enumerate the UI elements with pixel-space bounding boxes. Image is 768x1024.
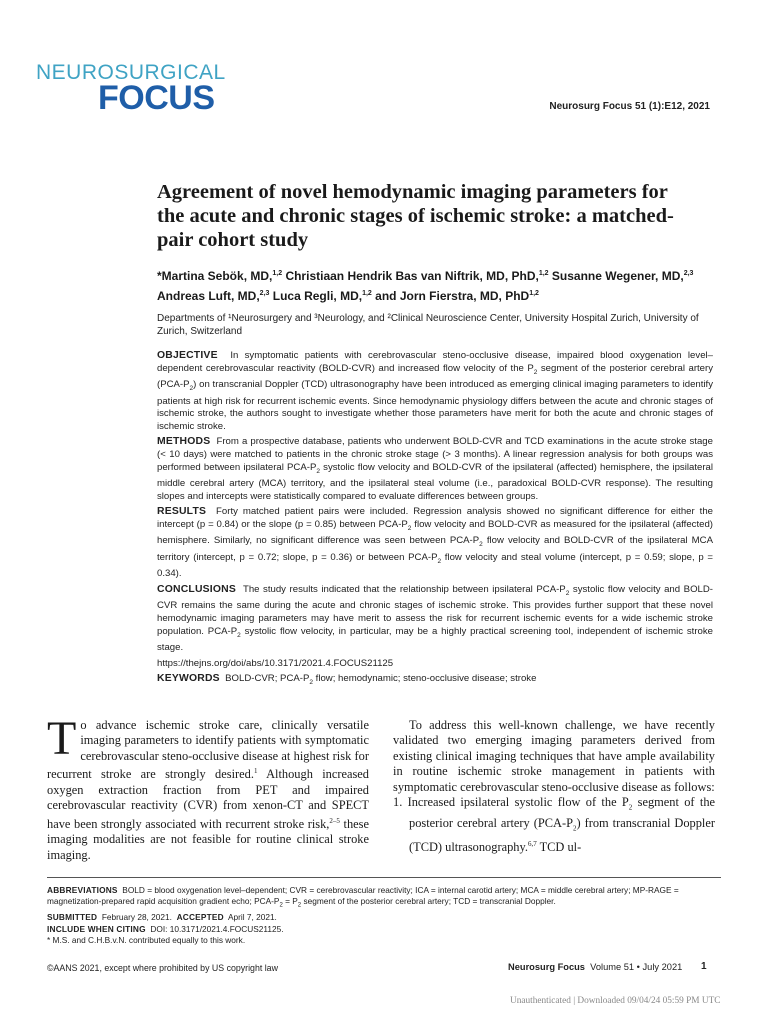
author: Susanne Wegener, MD,$^{2,3}$ xyxy=(551,269,694,283)
submission-dates: SUBMITTED February 28, 2021. ACCEPTED April 7, 2021. xyxy=(47,912,277,923)
abstract-keywords: KEYWORDS BOLD-CVR; PCA-$P_2$ flow; hemodynamic; steno-occlusive disease; stroke xyxy=(157,673,537,687)
author: Christiaan Hendrik Bas van Niftrik, MD, PhD,$^{1,2}$ xyxy=(285,269,549,283)
section-label: RESULTS xyxy=(157,506,207,518)
footer-journal-issue: Neurosurg Focus Volume 51 • July 2021 xyxy=(508,962,683,972)
section-label: CONCLUSIONS xyxy=(157,583,236,595)
abstract-conclusions: CONCLUSIONS The study results indicated that the relationship between ipsilateral PCA-$P_2$ systolic flow velocity and BOLD-CVR remains the same during the acute and chronic stages of ischemic stroke. This provides further support that these novel hemodynamic imaging parameters may have merit to assess the risk for recurrent ischemic events for a wide ischemic stroke population. PCA-$P_2$ systolic flow velocity, in particular, may be a highly practical screening tool, independent of ischemic stroke stage. xyxy=(157,583,714,654)
citation-doi: INCLUDE WHEN CITING DOI: 10.3171/2021.4.FOCUS21125. xyxy=(47,923,284,934)
section-label: OBJECTIVE xyxy=(157,350,218,361)
author: Luca Regli, MD,$^{1,2}$ xyxy=(272,289,372,303)
download-watermark: Unauthenticated | Downloaded 09/04/24 05:59 PM UTC xyxy=(510,996,721,1006)
body-paragraph: To address this well-known challenge, we have recently validated two emerging imaging parameters derived from existing clinical imaging techniques that have ample availability in routine ischemic stroke management in patients with symptomatic cerebrovascular steno-occlusive disease as follows: xyxy=(393,718,715,794)
article-title: Agreement of novel hemodynamic imaging parameters for the acute and chronic stages of ischemic stroke: a matched-pair cohort study xyxy=(157,181,674,251)
author: and Jorn Fierstra, MD, PhD$^{1,2}$ xyxy=(375,289,539,303)
abstract-objective: OBJECTIVE In symptomatic patients with cerebrovascular steno-occlusive disease, impaired blood oxygenation level–dependent cerebrovascular reactivity (BOLD-CVR) and increased flow velocity of the $P_2$ segment of the posterior cerebral artery $(PCA-P_2)$ on transcranial Doppler (TCD) ultrasonography have been introduced as emerging clinical imaging parameters to identify patients at high risk for recurrent ischemic events. Since hemodynamic physiology differs between the acute and chronic stages of ischemic stroke, the authors sought to investigate whether those parameters have merit for both the acute and chronic stages of ischemic stroke. xyxy=(157,350,714,432)
author: Andreas Luft, MD,$^{2,3}$ xyxy=(157,289,270,303)
body-column-right xyxy=(393,718,715,855)
copyright-notice: ©AANS 2021, except where prohibited by US copyright law xyxy=(47,963,278,973)
author-list xyxy=(157,265,717,305)
drop-cap: T xyxy=(47,712,77,765)
author: *Martina Sebök, MD,$^{1,2}$ xyxy=(157,269,283,283)
abstract xyxy=(157,350,713,693)
abbreviations: ABBREVIATIONS BOLD = blood oxygenation level–dependent; CVR = cerebrovascular reactivity; ICA = internal carotid artery; MCA = middle cerebral artery; MP-RAGE = magnetization-prepared rapid acquisition gradient echo; PCA-$P_2 = P_2$ segment of the posterior cerebral artery; TCD = transcranial Doppler. xyxy=(47,885,679,909)
affiliation: Departments of ¹Neurosurgery and ³Neurology, and ²Clinical Neuroscience Center, University Hospital Zurich, University of Zurich, Switzerland xyxy=(157,313,699,337)
body-paragraph: To advance ischemic stroke care, clinically versatile imaging parameters to identify patients with symptomatic cerebrovascular steno-occlusive disease at highest risk for recurrent stroke are strongly desired.$^1$ Although increased oxygen extraction fraction from PET and impaired cerebrovascular reactivity (CVR) from xenon-CT and SPECT have been strongly associated with recurrent stroke risk,$^{2-5}$ these imaging modalities are not feasible for routine clinical stroke imaging. xyxy=(47,712,370,862)
footnote-divider xyxy=(47,877,721,878)
section-label: KEYWORDS xyxy=(157,673,220,685)
page-number: 1 xyxy=(701,961,707,972)
equal-contribution-note: * M.S. and C.H.B.v.N. contributed equally to this work. xyxy=(47,934,246,945)
footnotes xyxy=(47,885,721,946)
list-item: 1. Increased ipsilateral systolic flow of the $P_2$ segment of the posterior cerebral artery $(PCA-P_2)$ from transcranial Doppler (TCD) ultrasonography.$^{6,7}$ TCD ul- xyxy=(393,795,716,854)
journal-logo-bottom: FOCUS xyxy=(98,79,215,117)
abstract-results: RESULTS Forty matched patient pairs were included. Regression analysis showed no significant difference for either the intercept (p = 0.84) or the slope (p = 0.85) between PCA-$P_2$ flow velocity and BOLD-CVR as measured for the ipsilateral (affected) hemisphere. Similarly, no significant difference was seen between PCA-$P_2$ flow velocity and BOLD-CVR of the ipsilateral MCA territory (intercept, p = 0.72; slope, p = 0.36) or between PCA-$P_2$ flow velocity and steal volume (intercept, p = 0.59; slope, p = 0.34). xyxy=(157,506,714,580)
section-label: METHODS xyxy=(157,436,211,448)
journal-logo-top: NEUROSURGICAL xyxy=(36,61,226,84)
journal-reference: Neurosurg Focus 51 (1):E12, 2021 xyxy=(549,101,710,112)
body-column-left xyxy=(47,712,370,863)
abstract-methods: METHODS From a prospective database, patients who underwent BOLD-CVR and TCD examinations in the acute stroke stage (< 10 days) were matched to patients in the chronic stroke stage (> 3 months). A linear regression analysis for both groups was performed between ipsilateral PCA-$P_2$ systolic flow velocity and BOLD-CVR of the ipsilateral (affected) hemisphere, the ipsilateral middle cerebral artery (MCA) territory, and the ipsilateral steal volume (i.e., paradoxical BOLD-CVR response). The resulting slopes and intercepts were statistically compared to evaluate differences between groups. xyxy=(157,436,713,502)
doi-link[interactable]: https://thejns.org/doi/abs/10.3171/2021.4.FOCUS21125 xyxy=(157,657,394,669)
